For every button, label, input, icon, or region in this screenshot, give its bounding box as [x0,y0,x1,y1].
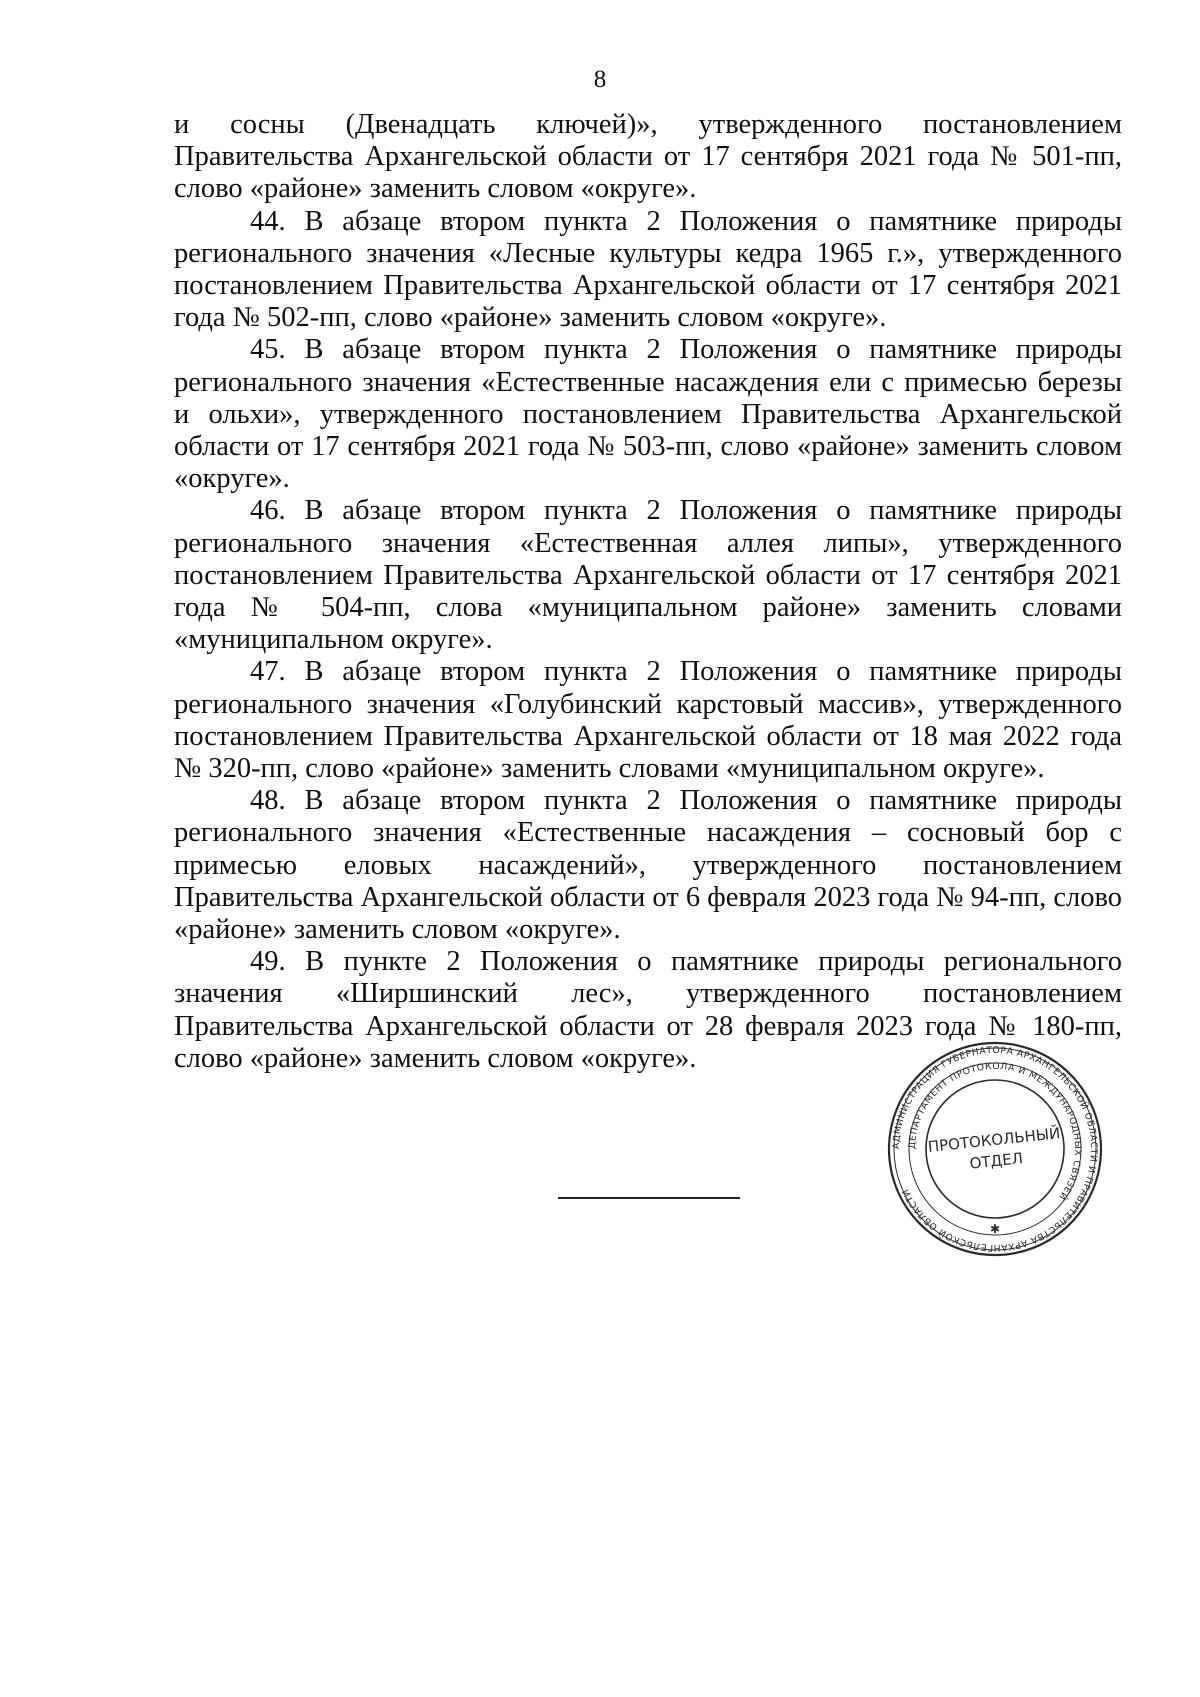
stamp-inner-text: ДЕПАРТАМЕНТ ПРОТОКОЛА И МЕЖДУНАРОДНЫХ СВЯЗЕЙ [906,1060,1084,1203]
paragraph-item-47: 47. В абзаце втором пункта 2 Положения о памятнике природы регионального значения «Голубинский карстовый массив», утвержденного постановлением Правительства Архангельской области от 18 мая 2022 года № 320-пп, слово «районе» заменить словами «муниципальном округе». [174,656,1122,785]
stamp-center-line-2: ОТДЕЛ [968,1149,1024,1173]
official-stamp [884,1038,1106,1260]
document-body [174,109,1122,1075]
paragraph-item-45: 45. В абзаце втором пункта 2 Положения о памятнике природы регионального значения «Естественные насаждения ели с примесью березы и ольхи», утвержденного постановлением Правительства Архангельской области от 17 сентября 2021 года № 503-пп, слово «районе» заменить словом «округе». [174,334,1122,495]
stamp-center-line-1: ПРОТОКОЛЬНЫЙ [927,1124,1062,1156]
paragraph-item-44: 44. В абзаце втором пункта 2 Положения о памятнике природы регионального значения «Лесные культуры кедра 1965 г.», утвержденного постановлением Правительства Архангельской области от 17 сентября 2021 года № 502-пп, слово «районе» заменить словом «округе». [174,205,1122,334]
paragraph-continuation: и сосны (Двенадцать ключей)», утвержденного постановлением Правительства Архангельской области от 17 сентября 2021 года № 501-пп, слово «районе» заменить словом «округе». [174,109,1122,205]
paragraph-item-49: 49. В пункте 2 Положения о памятнике природы регионального значения «Ширшинский лес», утвержденного постановлением Правительства Архангельской области от 28 февраля 2023 года № 180-пп, слово «районе» заменить словом «округе». [174,946,1122,1074]
stamp-outer-text: АДМИНИСТРАЦИЯ ГУБЕРНАТОРА АРХАНГЕЛЬСКОЙ ОБЛАСТИ И ПРАВИТЕЛЬСТВА АРХАНГЕЛЬСКОЙ ОБЛАСТИ [890,1044,1100,1254]
end-divider-line [558,1197,740,1199]
paragraph-item-46: 46. В абзаце втором пункта 2 Положения о памятнике природы регионального значения «Естественная аллея липы», утвержденного постановлением Правительства Архангельской области от 17 сентября 2021 года № 504-пп, слова «муниципальном районе» заменить словами «муниципальном округе». [174,495,1122,656]
page-number: 8 [593,66,607,93]
stamp-star-icon: ✱ [989,1222,1001,1236]
paragraph-item-48: 48. В абзаце втором пункта 2 Положения о памятнике природы регионального значения «Естественные насаждения – сосновый бор с примесью еловых насаждений», утвержденного постановлением Правительства Архангельской области от 6 февраля 2023 года № 94-пп, слово «районе» заменить словом «округе». [174,785,1122,946]
